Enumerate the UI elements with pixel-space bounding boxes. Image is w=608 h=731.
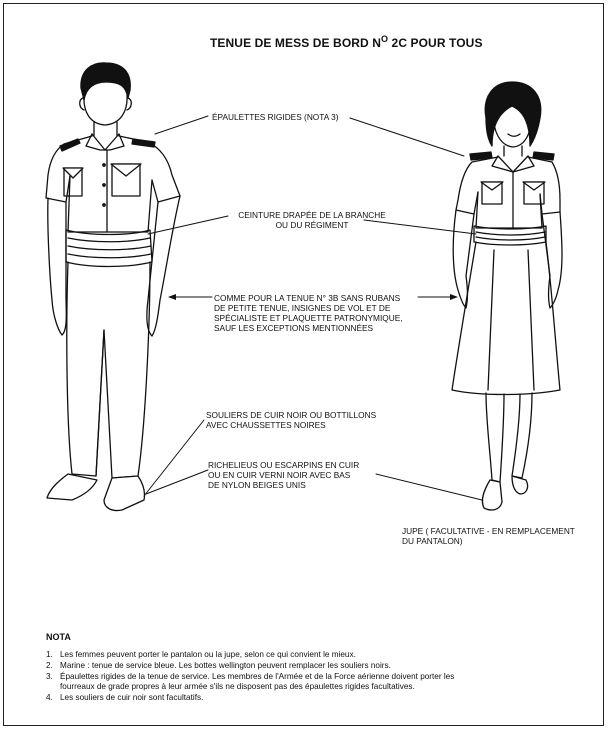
callout-comme-pour: COMME POUR LA TENUE N° 3B SANS RUBANS DE PETITE TENUE, INSIGNES DE VOL ET DE SPÉCIALISTE ET PLAQUETTE PATRONYMIQUE, SAUF LES EXCEPTIONS MENTIONNÉES (214, 293, 403, 333)
callout-epaulettes: ÉPAULETTES RIGIDES (NOTA 3) (212, 112, 339, 122)
nota-item: 4. Les souliers de cuir noir sont facultatifs. (46, 693, 204, 702)
female-figure (452, 82, 562, 510)
callout-richelieus: RICHELIEUS OU ESCARPINS EN CUIR OU EN CUIR VERNI NOIR AVEC BAS DE NYLON BEIGES UNIS (208, 460, 360, 490)
callout-souliers: SOULIERS DE CUIR NOIR OU BOTTILLONS AVEC CHAUSSETTES NOIRES (206, 410, 377, 430)
nota-item: 2. Marine : tenue de service bleue. Les bottes wellington peuvent remplacer les souliers noirs. (46, 661, 391, 670)
nota-item: 3. Épaulettes rigides de la tenue de service. Les membres de l'Armée et de la Force aérienne doivent porter les fourreaux de grade propres à leur armée s'ils ne disposent pas des épaulettes rigides facultatives. (46, 672, 455, 691)
callout-jupe: JUPE ( FACULTATIVE ‑ EN REMPLACEMENT DU PANTALON) (402, 526, 575, 546)
nota-heading: NOTA (46, 632, 71, 642)
male-figure (46, 63, 180, 511)
callout-ceinture: CEINTURE DRAPÉE DE LA BRANCHE OU DU RÉGIMENT (238, 210, 386, 230)
page-title: TENUE DE MESS DE BORD $N^O$ 2C POUR TOUS (210, 34, 483, 50)
nota-item: 1. Les femmes peuvent porter le pantalon ou la jupe, selon ce qui convient le mieux. (46, 650, 356, 659)
nota-list (46, 650, 486, 704)
